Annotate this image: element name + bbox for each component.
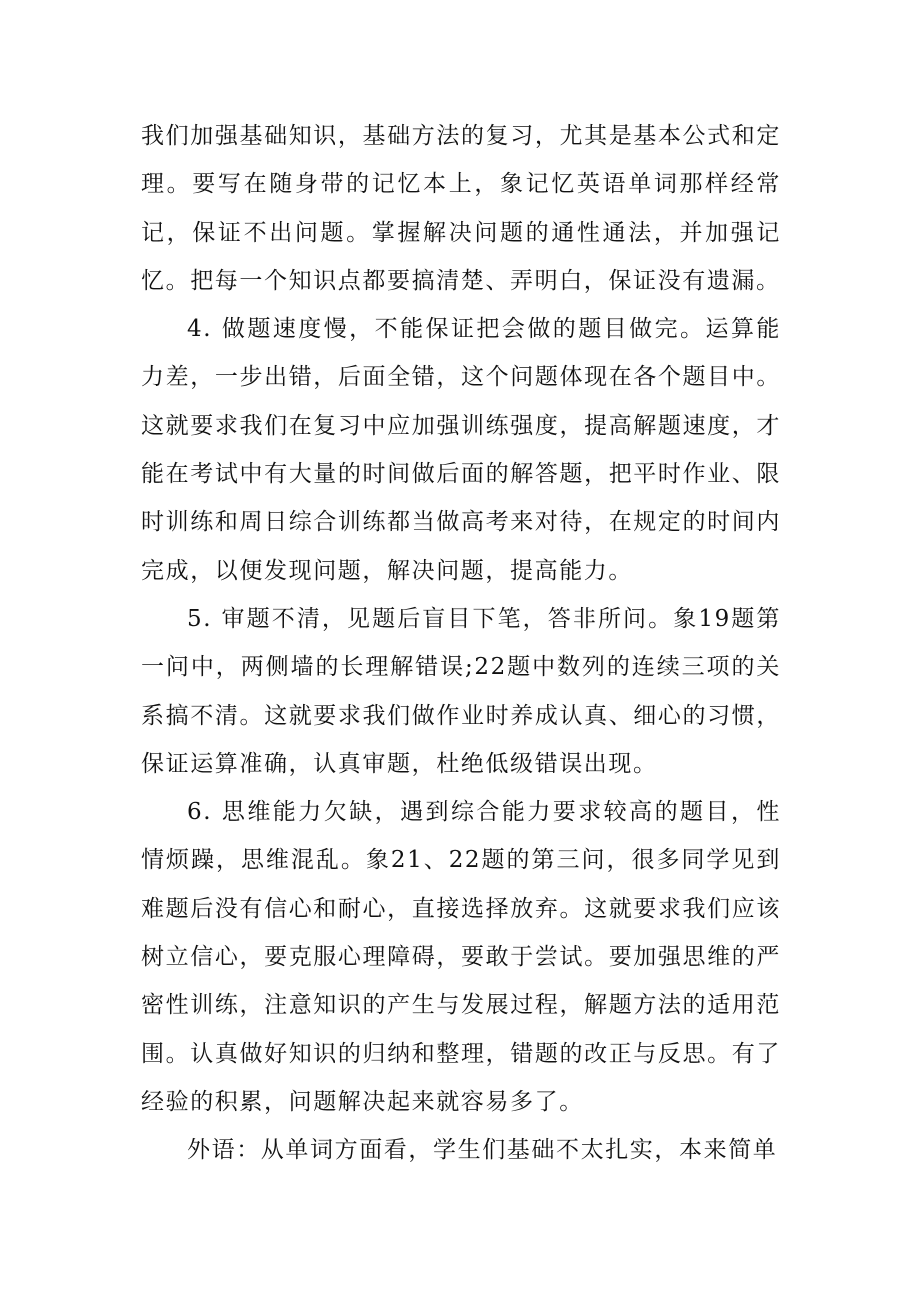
- paragraph-item-4: 4. 做题速度慢，不能保证把会做的题目做完。运算能力差，一步出错，后面全错，这个问题体现在各个题目中。这就要求我们在复习中应加强训练强度，提高解题速度，才能在考试中有大量的时间做后面的解答题，把平时作业、限时训练和周日综合训练都当做高考来对待，在规定的时间内完成，以便发现问题，解决问题，提高能力。: [141, 316, 781, 584]
- paragraph-item-5: 5. 审题不清，见题后盲目下笔，答非所问。象19题第一问中，两侧墙的长理解错误;22题中数列的连续三项的关系搞不清。这就要求我们做作业时养成认真、细心的习惯，保证运算准确，认真审题，杜绝低级错误出现。: [141, 605, 781, 777]
- paragraph-item-6: 6. 思维能力欠缺，遇到综合能力要求较高的题目，性情烦躁，思维混乱。象21、22题的第三问，很多同学见到难题后没有信心和耐心，直接选择放弃。这就要求我们应该树立信心，要克服心理障碍，要敢于尝试。要加强思维的严密性训练，注意知识的产生与发展过程，解题方法的适用范围。认真做好知识的归纳和整理，错题的改正与反思。有了经验的积累，问题解决起来就容易多了。: [141, 799, 781, 1115]
- paragraph-foreign-language: 外语：从单词方面看，学生们基础不太扎实，本来简单: [187, 1137, 778, 1164]
- paragraph-continuation: 我们加强基础知识，基础方法的复习，尤其是基本公式和定理。要写在随身带的记忆本上，象记忆英语单词那样经常记，保证不出问题。掌握解决问题的通性通法，并加强记忆。把每一个知识点都要搞清楚、弄明白，保证没有遗漏。: [141, 123, 781, 294]
- document-body: [141, 112, 781, 1175]
